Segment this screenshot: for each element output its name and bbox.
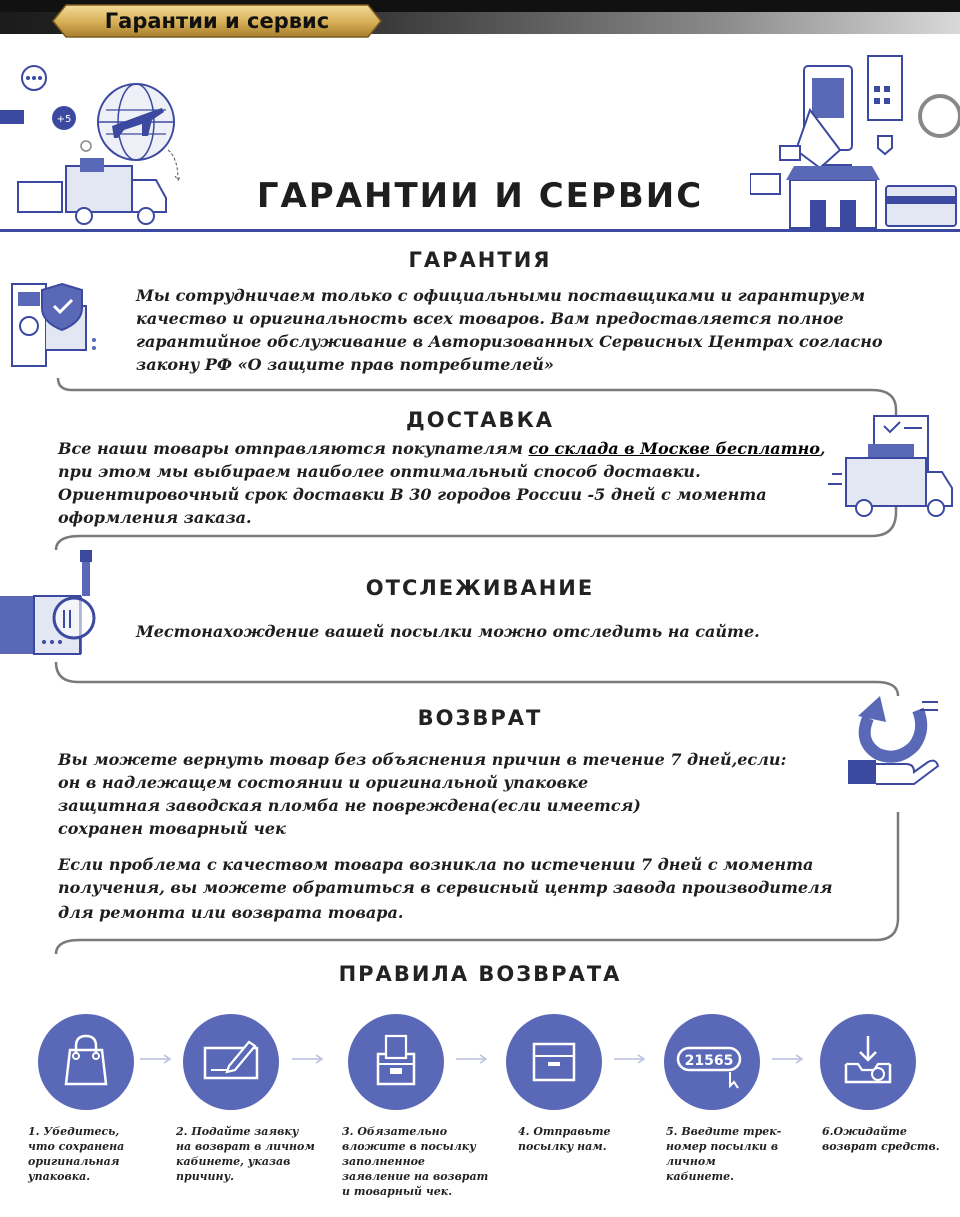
delivery-text xyxy=(58,437,838,529)
returns-line: защитная заводская пломба не повреждена(если имеется) xyxy=(58,796,641,815)
delivery-line: Ориентировочный срок доставки В 30 городов России -5 дней с момента xyxy=(58,485,767,504)
returns-line: Если проблема с качеством товара возникла по истечении 7 дней с момента xyxy=(58,855,814,874)
inbox-box-icon xyxy=(348,1014,444,1110)
delivery-highlight: со склада в Москве бесплатно xyxy=(528,439,820,458)
hero-title: ГАРАНТИИ И СЕРВИС xyxy=(256,176,704,216)
step-arrow-icon xyxy=(140,1054,174,1064)
guarantee-title: ГАРАНТИЯ xyxy=(408,248,552,272)
guarantee-text xyxy=(136,284,926,376)
step-3-circle xyxy=(348,1014,444,1110)
step-5-circle xyxy=(664,1014,760,1110)
guarantee-line: Мы сотрудничаем только с официальными поставщиками и гарантируем xyxy=(136,286,866,305)
delivery-title: ДОСТАВКА xyxy=(406,408,554,432)
guarantee-line: гарантийное обслуживание в Авторизованных Сервисных Центрах согласно xyxy=(136,332,883,351)
step-2-circle xyxy=(183,1014,279,1110)
returns-title: ВОЗВРАТ xyxy=(417,706,543,730)
returns-line: сохранен товарный чек xyxy=(58,819,286,838)
returns-line: получения, вы можете обратиться в сервисный центр завода производителя xyxy=(58,878,833,897)
returns-line: Вы можете вернуть товар без объяснения причин в течение 7 дней,если: xyxy=(58,750,787,769)
shopping-bag-icon xyxy=(38,1014,134,1110)
hero-divider xyxy=(0,229,960,232)
step-4-text: 4. Отправьте посылку нам. xyxy=(518,1125,611,1153)
step-arrow-icon xyxy=(292,1054,326,1064)
delivery-suffix: , xyxy=(819,439,826,458)
step-arrow-icon xyxy=(456,1054,490,1064)
step-6-text: 6.Ожидайте возврат средств. xyxy=(822,1125,940,1153)
returns-line: он в надлежащем состоянии и оригинальной упаковке xyxy=(58,773,589,792)
returns-text xyxy=(58,748,848,840)
tracking-title: ОТСЛЕЖИВАНИЕ xyxy=(365,576,595,600)
returns-line: для ремонта или возврата товара. xyxy=(58,903,404,922)
delivery-line: при этом мы выбираем наиболее оптимальный способ доставки. xyxy=(58,462,701,481)
step-arrow-icon xyxy=(772,1054,806,1064)
step-2-text: 2. Подайте заявку на возврат в личном кабинете, указав причину. xyxy=(176,1125,315,1183)
step-5-text: 5. Введите трек-номер посылки в личном кабинете. xyxy=(666,1125,782,1183)
step-6-circle xyxy=(820,1014,916,1110)
guarantee-line: качество и оригинальность всех товаров. Вам предоставляется полное xyxy=(136,309,844,328)
return-arrow-hand-icon xyxy=(844,692,944,794)
parcel-box-icon xyxy=(506,1014,602,1110)
delivery-truck-icon xyxy=(828,412,956,518)
globe-badge-text: +5 xyxy=(56,114,72,125)
tracking-magnifier-icon xyxy=(0,548,118,660)
tracking-code-text: 21565 xyxy=(684,1053,734,1069)
refund-tray-icon xyxy=(820,1014,916,1110)
header-badge-label: Гарантии и сервис xyxy=(104,9,330,33)
step-1-text: 1. Убедитесь, что сохранена оригинальная упаковка. xyxy=(28,1125,125,1183)
edit-form-icon xyxy=(183,1014,279,1110)
guarantee-line: закону РФ «О защите прав потребителей» xyxy=(136,355,554,374)
guarantee-shield-icon xyxy=(6,278,102,370)
returns-text-2 xyxy=(58,853,858,924)
tracking-text: Местонахождение вашей посылки можно отследить на сайте. xyxy=(136,622,760,641)
step-4-circle xyxy=(506,1014,602,1110)
delivery-line xyxy=(58,437,838,460)
tracking-number-icon xyxy=(664,1014,760,1110)
step-1-circle xyxy=(38,1014,134,1110)
step-arrow-icon xyxy=(614,1054,648,1064)
delivery-prefix: Все наши товары отправляются покупателям xyxy=(58,439,529,458)
step-3-text: 3. Обязательно вложите в посылку заполненное заявление на возврат и товарный чек. xyxy=(342,1125,489,1198)
return-rules-title: ПРАВИЛА ВОЗВРАТА xyxy=(338,962,622,986)
delivery-line: оформления заказа. xyxy=(58,508,252,527)
